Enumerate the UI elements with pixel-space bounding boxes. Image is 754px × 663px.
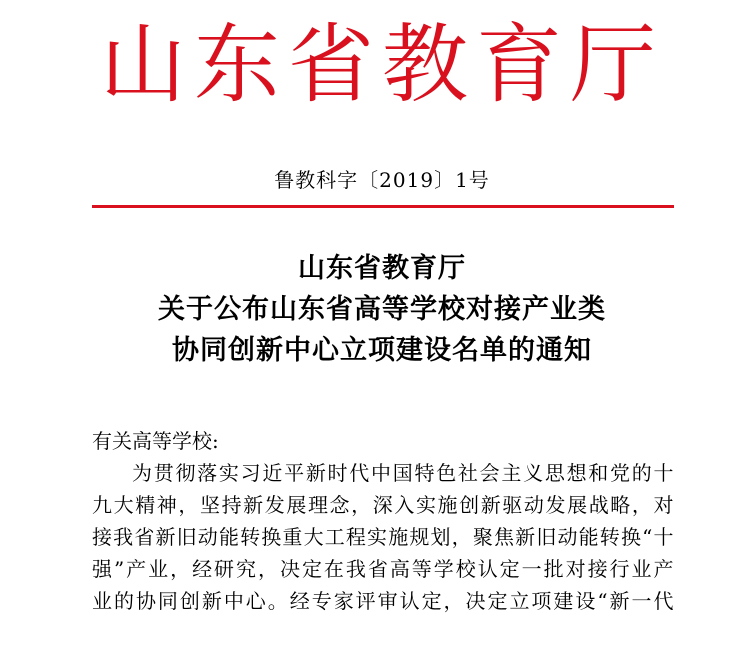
title-line-notice: 协同创新中心立项建设名单的通知	[172, 335, 592, 366]
paragraph-line: 为贯彻落实习近平新时代中国特色社会主义思想和党的十	[132, 461, 674, 485]
salutation: 有关高等学校:	[92, 429, 219, 453]
red-divider-line	[92, 205, 674, 208]
paragraph-line: 接我省新旧动能转换重大工程实施规划，聚焦新旧动能转换“十	[92, 525, 674, 549]
paragraph-line: 强”产业，经研究，决定在我省高等学校认定一批对接行业产	[92, 557, 674, 581]
document-number: 鲁教科字〔2019〕1号	[274, 168, 490, 192]
title-line-issuer: 山东省教育厅	[298, 253, 466, 284]
title-line-subject: 关于公布山东省高等学校对接产业类	[158, 294, 606, 325]
document-body	[92, 425, 674, 617]
paragraph-line: 业的协同创新中心。经专家评审认定，决定立项建设“新一代	[92, 589, 674, 613]
issuer-masthead: 山东省教育厅	[100, 15, 664, 115]
paragraph-line: 九大精神，坚持新发展理念，深入实施创新驱动发展战略，对	[92, 493, 674, 517]
document-title	[92, 248, 672, 371]
